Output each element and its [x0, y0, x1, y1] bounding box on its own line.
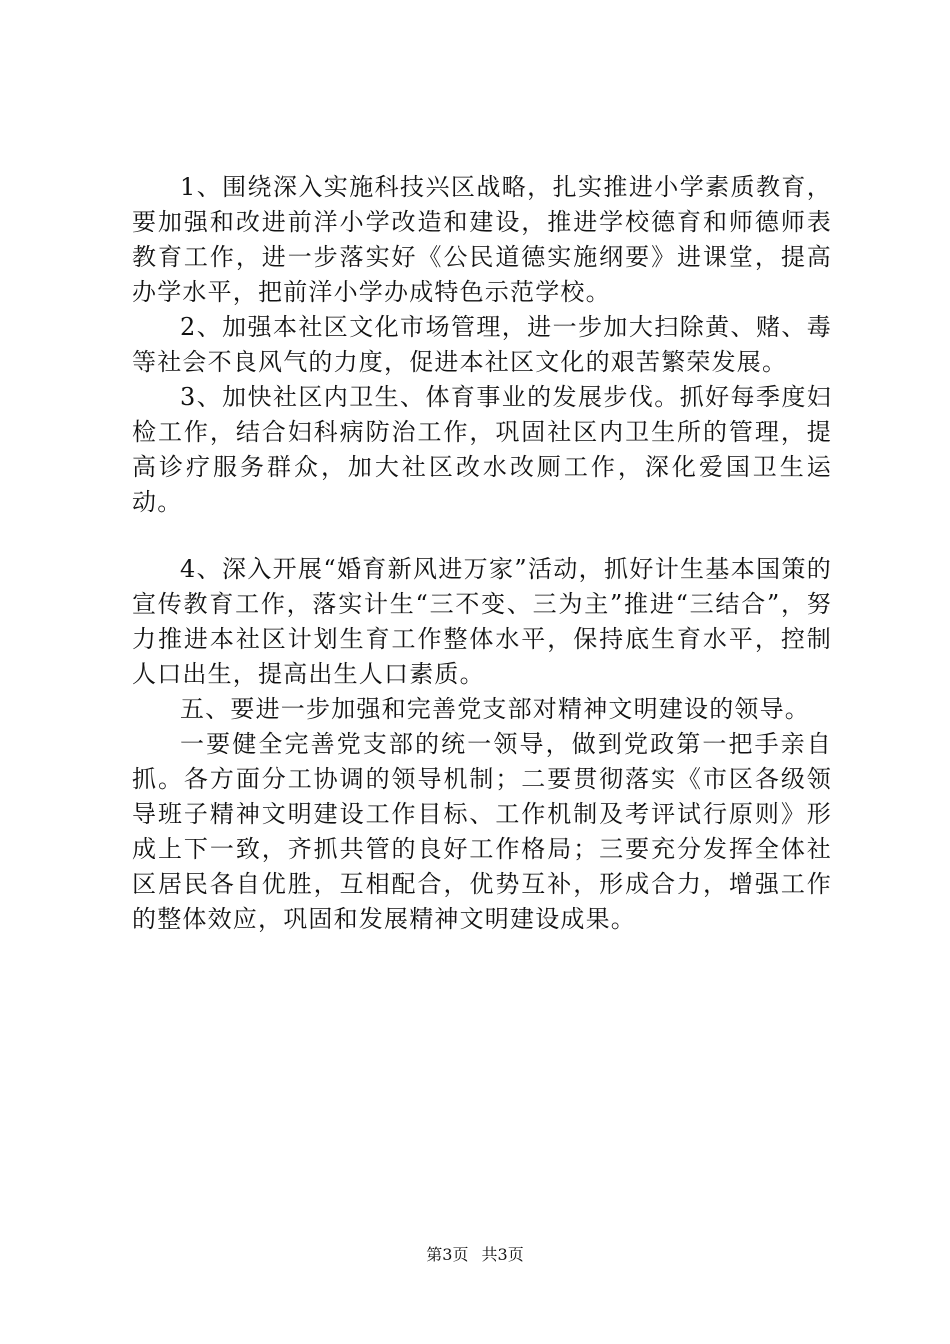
paragraph-2: 2、加强本社区文化市场管理，进一步加大扫除黄、赌、毒等社会不良风气的力度，促进本社区文化的艰苦繁荣发展。 — [132, 313, 832, 376]
paragraph-1: 1、围绕深入实施科技兴区战略，扎实推进小学素质教育，要加强和改进前洋小学改造和建设，推进学校德育和师德师表教育工作，进一步落实好《公民道德实施纲要》进课堂，提高办学水平，把前洋小学办成特色示范学校。 — [132, 173, 832, 306]
page-total: 共3页 — [481, 1245, 524, 1264]
paragraph-5: 一要健全完善党支部的统一领导，做到党政第一把手亲自抓。各方面分工协调的领导机制；二要贯彻落实《市区各级领导班子精神文明建设工作目标、工作机制及考评试行原则》形成上下一致，齐抓共管的良好工作格局；三要充分发挥全体社区居民各自优胜，互相配合，优势互补，形成合力，增强工作的整体效应，巩固和发展精神文明建设成果。 — [132, 730, 832, 933]
section-heading: 五、要进一步加强和完善党支部对精神文明建设的领导。 — [180, 695, 810, 723]
paragraph-3: 3、加快社区内卫生、体育事业的发展步伐。抓好每季度妇检工作，结合妇科病防治工作，巩固社区内卫生所的管理，提高诊疗服务群众，加大社区改水改厕工作，深化爱国卫生运动。 — [132, 383, 832, 516]
page-footer — [0, 1244, 950, 1266]
paragraph-spacer — [132, 520, 832, 552]
page-number: 第3页 — [426, 1245, 469, 1264]
document-body — [132, 170, 832, 937]
paragraph-4: 4、深入开展“婚育新风进万家”活动，抓好计生基本国策的宣传教育工作，落实计生“三不变、三为主”推进“三结合”，努力推进本社区计划生育工作整体水平，保持底生育水平，控制人口出生，提高出生人口素质。 — [132, 555, 832, 688]
